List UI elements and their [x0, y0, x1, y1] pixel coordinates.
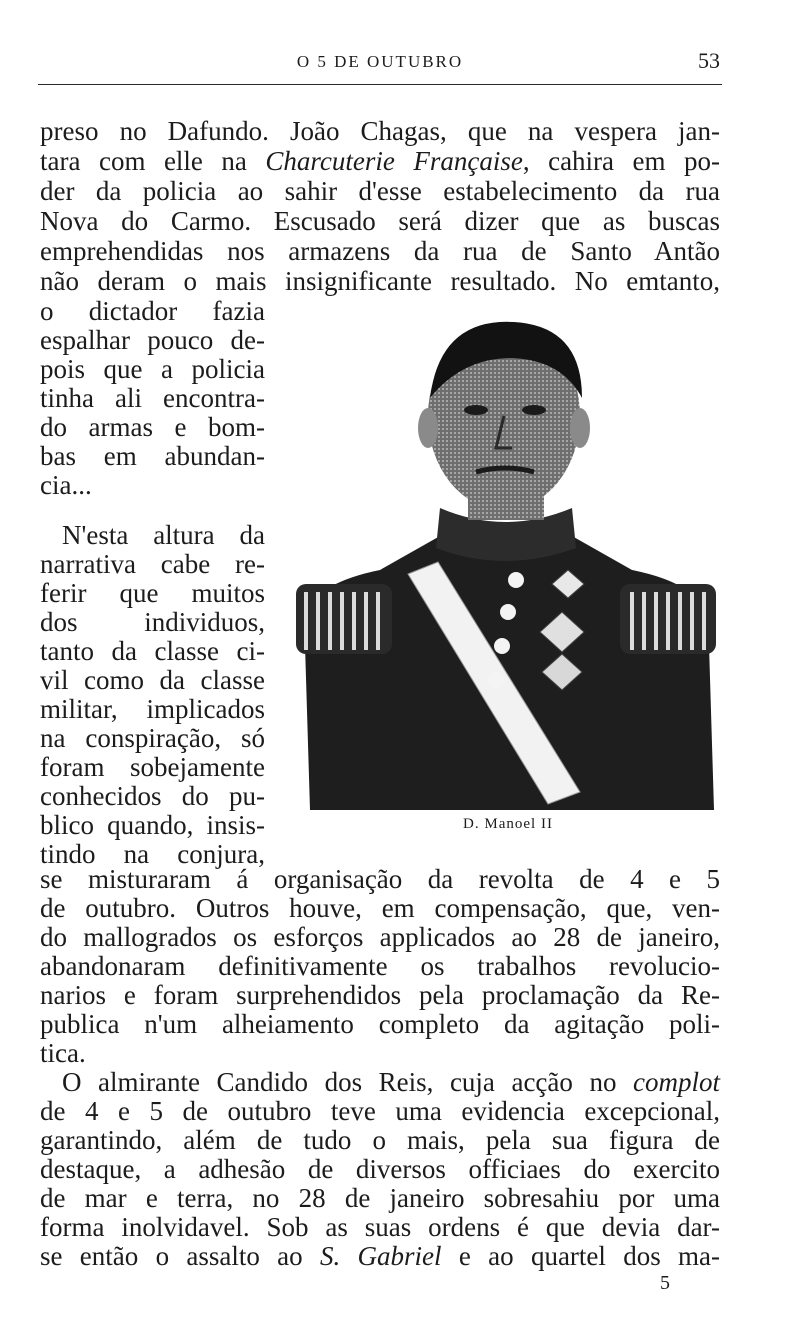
signature-mark: 5 [660, 1272, 670, 1294]
text-line-23: conhecidos do pu- [40, 781, 265, 811]
text-line-22: foram sobejamente [40, 752, 265, 782]
text-line-26: se misturaram á organisação da revolta de 4 e 5 [40, 864, 720, 894]
text-line-29: abandonaram definitivamente os trabalhos revolucio- [40, 951, 720, 981]
text-span: tara com elle na [40, 146, 266, 176]
left-epaulette [296, 584, 392, 654]
text-line-2 [40, 146, 720, 176]
text-span: O almirante Candido dos Reis, cuja acção no [62, 1067, 633, 1097]
text-span: se então o assalto ao [40, 1241, 320, 1271]
text-line-8: espalhar pouco de- [40, 325, 265, 355]
text-line-1: preso no Dafundo. João Chagas, que na vespera jan- [40, 116, 720, 146]
text-line-38: forma inolvidavel. Sob as suas ordens é que devia dar- [40, 1212, 720, 1242]
page-number: 53 [698, 48, 720, 73]
italic-phrase: Charcuterie Française [265, 146, 523, 176]
text-line-33 [40, 1067, 720, 1097]
text-line-20: militar, implicados [40, 694, 265, 724]
text-line-13: cia... [40, 470, 92, 500]
text-line-19: vil como da classe [40, 665, 265, 695]
italic-phrase: complot [633, 1067, 720, 1097]
italic-phrase: S. Gabriel [319, 1241, 442, 1271]
text-line-24: blico quando, insis- [40, 810, 265, 840]
text-line-18: tanto da classe ci- [40, 636, 265, 666]
text-line-25: tindo na conjura, [40, 839, 265, 869]
text-line-12: bas em abundan- [40, 441, 265, 471]
text-line-7: o dictador fazia [40, 296, 265, 326]
right-epaulette [620, 584, 716, 654]
text-line-4: Nova do Carmo. Escusado será dizer que as buscas [40, 206, 720, 236]
text-line-31: publica n'um alheiamento completo da agitação poli- [40, 1009, 720, 1039]
text-line-9: pois que a policia [40, 354, 265, 384]
text-line-17: dos individuos, [40, 607, 265, 637]
text-line-36: destaque, a adhesão de diversos officiaes do exercito [40, 1154, 720, 1184]
portrait-caption: D. Manoel II [463, 816, 553, 832]
page-header [38, 48, 722, 85]
text-line-15: narrativa cabe re- [40, 549, 265, 579]
portrait-image [290, 312, 722, 810]
text-line-6: não deram o mais insignificante resultado. No emtanto, [40, 266, 720, 296]
text-line-3: der da policia ao sahir d'esse estabelecimento da rua [40, 176, 720, 206]
text-line-27: de outubro. Outros houve, em compensação, que, ven- [40, 893, 720, 923]
text-span: , cahira em po- [522, 146, 721, 176]
text-line-16: ferir que muitos [40, 578, 265, 608]
text-line-5: emprehendidas nos armazens da rua de Santo Antão [40, 236, 720, 266]
text-line-11: do armas e bom- [40, 412, 265, 442]
text-line-10: tinha ali encontra- [40, 383, 265, 413]
text-span: e ao quartel dos ma- [441, 1241, 721, 1271]
text-line-37: de mar e terra, no 28 de janeiro sobresahiu por uma [40, 1183, 720, 1213]
text-line-32: tica. [40, 1038, 86, 1068]
text-line-34: de 4 e 5 de outubro teve uma evidencia excepcional, [40, 1096, 720, 1126]
text-line-30: narios e foram surprehendidos pela proclamação da Re- [40, 980, 720, 1010]
running-title: O 5 DE OUTUBRO [296, 52, 464, 71]
text-line-39 [40, 1241, 720, 1271]
text-line-14: N'esta altura da [62, 520, 265, 550]
text-line-21: na conspiração, só [40, 723, 265, 753]
text-line-35: garantindo, além de tudo o mais, pela sua figura de [40, 1125, 720, 1155]
text-line-28: do mallogrados os esforços applicados ao 28 de janeiro, [40, 922, 720, 952]
